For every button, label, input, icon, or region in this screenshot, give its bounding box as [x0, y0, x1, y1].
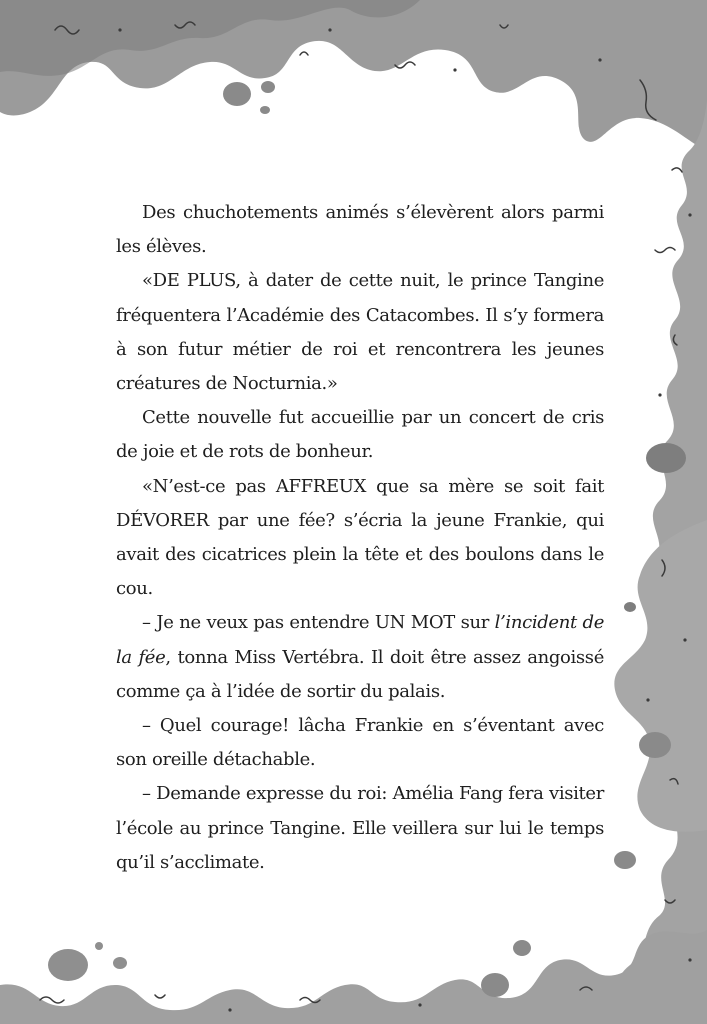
blob: [95, 942, 103, 950]
blob: [624, 602, 636, 612]
paragraph: «N’est-ce pas AFFREUX que sa mère se soit fait DÉVORER par une fée? s’écria la jeune Frankie, qui avait des cicatrices plein la tête et des boulons dans le cou.: [116, 475, 604, 600]
paragraph: «DE PLUS, à dater de cette nuit, le prince Tangine fréquentera l’Académie des Catacombes. Il s’y formera à son futur métier de roi et rencontrera les jeunes créatures de Nocturnia.»: [116, 270, 604, 395]
blob: [261, 81, 275, 93]
blob: [513, 940, 531, 956]
bottom-splatter: [0, 930, 707, 1024]
italic-phrase: l’incident de la fée: [116, 612, 604, 668]
paragraph: Cette nouvelle fut accueillie par un concert de cris de joie et de rots de bonheur.: [116, 407, 604, 463]
blob: [48, 949, 88, 981]
book-page-text: [116, 196, 604, 880]
paragraph: Des chuchotements animés s’élevèrent alors parmi les élèves.: [116, 202, 604, 258]
blob: [639, 732, 671, 758]
right-splatter-lower: [614, 520, 707, 832]
paragraph: – Quel courage! lâcha Frankie en s’éventant avec son oreille détachable.: [116, 715, 604, 771]
blob: [223, 82, 251, 106]
blob: [260, 106, 270, 114]
blob: [481, 973, 509, 997]
paragraph: – Demande expresse du roi: Amélia Fang fera visiter l’école au prince Tangine. Elle veillera sur lui le temps qu’il s’acclimate.: [116, 783, 604, 873]
blob: [646, 443, 686, 473]
paragraph: [116, 606, 604, 709]
blob: [614, 851, 636, 869]
blob: [113, 957, 127, 969]
paragraph-text: – Je ne veux pas entendre UN MOT sur: [142, 612, 495, 634]
paragraph-text: , tonna Miss Vertébra. Il doit être assez angoissé comme ça à l’idée de sortir du palais.: [116, 646, 605, 702]
